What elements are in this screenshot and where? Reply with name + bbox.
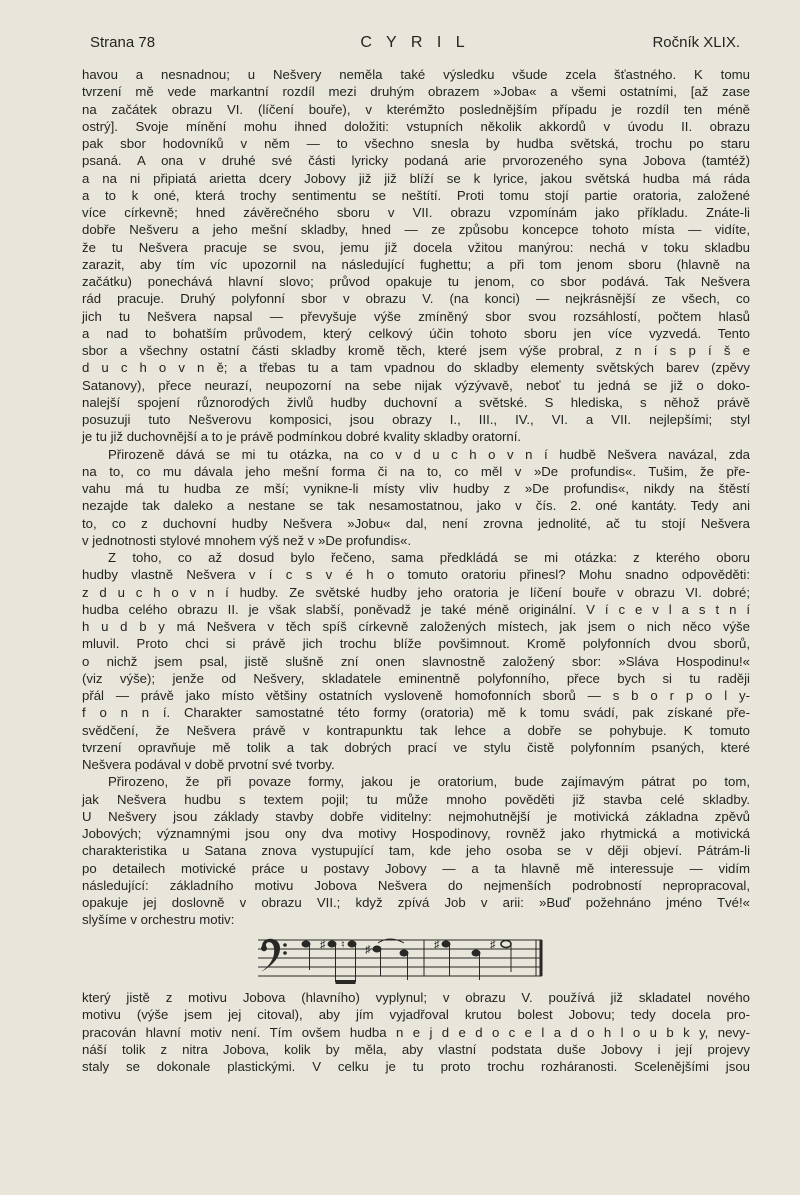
text-line: Z toho, co až dosud bylo řečeno, sama předkládá se mi otázka: z kterého oboru: [108, 550, 750, 565]
text-line: a na ni připiatá arietta dcery Jobovy již již blíží se k lyrice, jakou světská hudba má ráda: [82, 170, 750, 186]
svg-text:♯: ♯: [365, 944, 371, 956]
text-line: začátku) ponechává hlavní slovo; průvod opakuje tu jenom, co sbor podává. Tak Nešvera: [82, 274, 750, 289]
text-line: a to k oné, která trochy sentimentu se neštítí. Proti tomu stojí partie oratoria, založené: [82, 187, 750, 203]
text-line: jak Nešvera hudbu s textem pojil; tu může mnoho pověděti již stavba celé skladby.: [82, 791, 750, 807]
text-line: f o n n í. Charakter samostatné této formy (oratoria) mě k tomu svádí, pak získané pře-: [82, 705, 750, 721]
text-line: je tu již duchovnější a to je právě podmínkou dobré kvality skladby oratorní.: [82, 429, 522, 445]
text-line: Přirozeno, že při povaze formy, jakou je oratorium, bude zajímavým pátrat po tom,: [108, 774, 750, 790]
text-line: zarazit, aby tím víc upozornil na následující fughettu; a při tom jenom sboru (hlavně na: [82, 256, 750, 272]
text-line: ostrý]. Svoje mínění mohu ihned doložiti: vstupních několik akkordů v úvodu II. obrazu: [82, 118, 750, 134]
body-text-continued: [82, 989, 750, 1075]
text-line: dobře Nešveru a jeho mešní skladby, hned — ze způsobu koncepce tohoto místa — vidíte,: [82, 222, 750, 238]
text-line: hudby vlastně Nešvera v í c s v é h o tomuto oratoriu přinesl? Mohu snadno odpověděti:: [82, 567, 750, 583]
text-line: tvrzení opravňuje mě tolik a tak dobrých prací ve stylu čistě polyfonním psaných, které: [82, 739, 750, 755]
paragraph: [82, 66, 750, 446]
text-line: Nešvera podával v době prvotní své tvorby.: [82, 757, 335, 772]
text-line: posuzuji tuto Nešverovu komposici, jsou obrazy I., III., IV., VI. a VII. nejlepšími; styl: [82, 412, 750, 427]
text-line: charakteristika u Satana znova vystupující tam, kde jeho osoba se v ději objeví. Pátrám-li: [82, 843, 750, 859]
text-line: který jistě z motivu Jobova (hlavního) vyplynul; v obrazu V. používá již skladatel nového: [82, 990, 750, 1005]
text-line: přál — právě jako místo většiny ostatních vysloveně homofonních sborů — s b o r p o l y-: [82, 688, 750, 703]
text-line: nezajde tak daleko a nestane se tak nesamostatnou, jako v čís. 2. oné kantáty. Tedy ani: [82, 498, 750, 514]
text-line: pak sbor hodovníků v něm — to všechno snesla by hudba světská, trochu po staru: [82, 136, 750, 151]
body-text: [82, 66, 750, 929]
text-line: h u d b y má Nešvera v těch spíš církevně založených místech, jak jsem o nich něco výše: [82, 619, 750, 634]
text-line: na začátek obrazu VI. (líčení bouře), v kterémžto poslednějším případu je rozdíl ten méně: [82, 101, 750, 117]
text-line: mluvil. Proto chci si právě jich trochu blíže povšimnout. Kromě polyfonních dvou sborů,: [82, 636, 750, 652]
music-notation-motif: [258, 930, 548, 988]
text-line: o nichž jsem psal, jistě slušně zní onen slavnostně založený sbor: »Sláva Hospodinu!«: [82, 653, 750, 669]
text-line: (viz výše); jenže od Nešvery, skladatele eminentně polyfonního, přece bych si tu raději: [82, 670, 750, 686]
page-number: Strana 78: [90, 34, 156, 51]
text-line: hudba celého obrazu II. je však slabší, poněvadž je také méně originální. V í c e v l a s t n í: [82, 601, 750, 617]
svg-text:♯: ♯: [434, 939, 440, 951]
journal-title: C Y R I L: [360, 34, 470, 51]
text-line: U Nešvery jsou základy stavby dobře viditelny: nejmohutnější je motivická základna zpěvů: [82, 808, 750, 824]
text-line: vahu má tu hudba ze mší; vynikne-li místy vliv hudby z »De profundis«, nikdy na štěstí: [82, 481, 750, 496]
paragraph: [82, 773, 750, 928]
running-header: [90, 34, 740, 54]
text-line: havou a nesnadnou; u Nešvery neměla také výsledku všude zcela šťastného. K tomu: [82, 67, 750, 82]
text-line: nalejší spojení různorodých živlů hudby duchovní a světské. S hlediska, s něhož právě: [82, 394, 750, 410]
text-line: Satanovy), přece neurazí, neupozorní na sebe nijak výzývavě, neboť tu jedná se již o doko-: [82, 377, 750, 393]
text-line: jich tu Nešvera napsal — převyšuje výše zmíněný sbor svou rozsáhlostí, počtem hlasů: [82, 308, 750, 324]
volume-label: Ročník XLIX.: [652, 34, 740, 51]
text-line: z d u c h o v n í hudby. Ze světské hudby jeho oratoria je líčení bouře v obrazu VI. dobré;: [82, 584, 750, 600]
svg-text:♮: ♮: [341, 939, 345, 951]
text-line: na to, co mu dávala jeho mešní forma či na to, co měl v »De profundis«. Tušim, že pře-: [82, 463, 750, 479]
text-line: tvrzení mě vede markantní rozdíl mezi druhým obrazem »Joba« a všemi ostatními, [až zase: [82, 84, 750, 100]
text-line: pracován hlavní motiv není. Tím ovšem hudba n e j d e d o c e l a d o h l o u b k y, nevy-: [82, 1024, 750, 1040]
text-line: opakuje jej doslovně v obrazu VII.; když zpívá Job v arii: »Buď požehnáno jméno Tvé!«: [82, 895, 750, 910]
staff-lines: [258, 940, 542, 976]
text-line: Přirozeně dává se mi tu otázka, na co v d u c h o v n í hudbě Nešvera navázal, zda: [108, 446, 750, 462]
text-line: motivu (výše jsem jej citoval), aby jím vyjadřoval krutou bolest Jobovu; tedy docela pro-: [82, 1007, 750, 1023]
text-line: svědčení, že Nešvera právě v kontrapunktu tak lehce a dobře se pohybuje. K tomuto: [82, 722, 750, 738]
paragraph: [82, 446, 750, 550]
text-line: psaná. A ona v druhé své části lyricky podaná arie prvorozeného syna Jobova (tamtéž): [82, 153, 750, 169]
text-line: že tu Nešvera pracuje se svou, jemu již docela vžitou manýrou: nechá v toku skladbu: [82, 239, 750, 255]
text-line: po detailech motivické práce u postavy Jobovy — a ta hlavně mě interessuje — vidím: [82, 860, 750, 876]
text-line: v jednotnosti stylové mnohem výš než v »De profundis«.: [82, 532, 412, 548]
text-line: a nad to bohatším průvodem, který celkový účin tohoto sboru jen více vyzvedá. Tento: [82, 325, 750, 341]
text-line: staly se dokonale plastickými. V celku je tu proto trochu rozháranosti. Scelenějšími jsou: [82, 1059, 750, 1074]
text-line: náší tolik z nitra Jobova, kolik by měla, aby vlastní podstata duše Jobovy i její projevy: [82, 1041, 750, 1057]
svg-text:♯: ♯: [320, 939, 326, 951]
text-line: to, co z duchovní hudby Nešvera »Jobu« dal, není zrovna jednolité, ač tu stojí Nešvera: [82, 515, 750, 531]
text-line: rád pracuje. Druhý polyfonní sbor v obrazu V. (na konci) — nejkrásnější ze všech, co: [82, 291, 750, 307]
paragraph: [82, 549, 750, 773]
text-line: slyšíme v orchestru motiv:: [82, 912, 235, 928]
text-line: následující: základního motivu Jobova Nešvera do nejmenších podrobností nepropracoval,: [82, 877, 750, 893]
text-line: sbor a všechny ostatní části skladby kromě těch, které jsem výše probral, z n í s p í š e: [82, 343, 750, 358]
text-line: d u c h o v n ě; a třebas tu a tam vpadnou do skladby elementy světských barev (zpěvy: [82, 360, 750, 376]
svg-text:♯: ♯: [490, 939, 496, 951]
text-line: Jobových; významnými jsou ony dva motivy Hospodinovy, rovněž jako rhytmická a motivická: [82, 826, 750, 841]
text-line: více církevně; hned závěrečného sboru v VII. obrazu vzpomínám jako příkladu. Znáte-li: [82, 205, 750, 220]
